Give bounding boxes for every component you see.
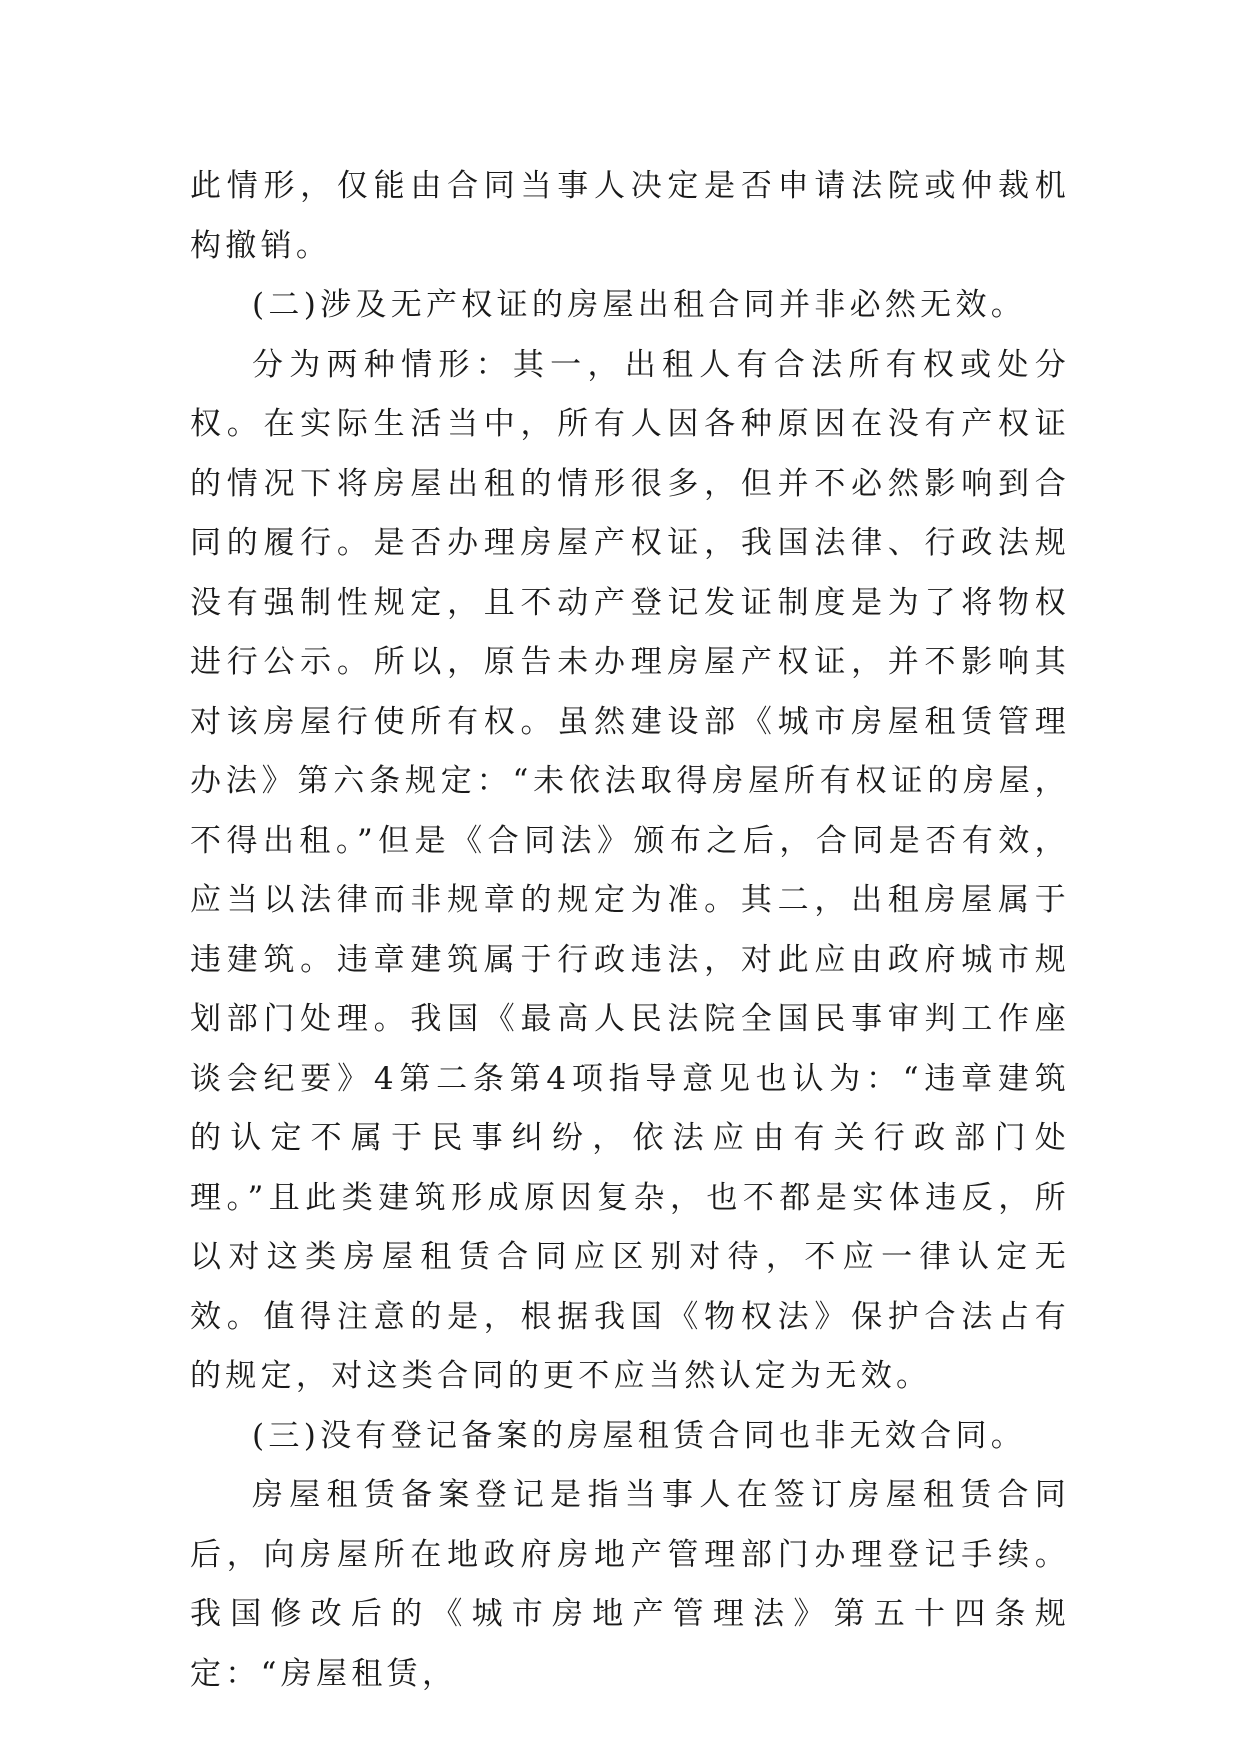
document-body [190, 157, 1070, 1704]
paragraph-two-situations: 分为两种情形：其一，出租人有合法所有权或处分权。在实际生活当中，所有人因各种原因在没有产权证的情况下将房屋出租的情形很多，但并不必然影响到合同的履行。是否办理房屋产权证，我国法律、行政法规没有强制性规定，且不动产登记发证制度是为了将物权进行公示。所以，原告未办理房屋产权证，并不影响其对该房屋行使所有权。虽然建设部《城市房屋租赁管理办法》第六条规定：“未依法取得房屋所有权证的房屋，不得出租。”但是《合同法》颁布之后，合同是否有效，应当以法律而非规章的规定为准。其二，出租房屋属于违建筑。违章建筑属于行政违法，对此应由政府城市规划部门处理。我国《最高人民法院全国民事审判工作座谈会纪要》4第二条第4项指导意见也认为：“违章建筑的认定不属于民事纠纷，依法应由有关行政部门处理。”且此类建筑形成原因复杂，也不都是实体违反，所以对这类房屋租赁合同应区别对待，不应一律认定无效。值得注意的是，根据我国《物权法》保护合法占有的规定，对这类合同的更不应当然认定为无效。 [190, 346, 1070, 1394]
paragraph-continuation: 此情形，仅能由合同当事人决定是否申请法院或仲裁机构撤销。 [190, 168, 1070, 264]
paragraph-registration: 房屋租赁备案登记是指当事人在签订房屋租赁合同后，向房屋所在地政府房地产管理部门办理登记手续。我国修改后的《城市房地产管理法》第五十四条规定：“房屋租赁， [190, 1477, 1070, 1692]
section-heading-2: (二)涉及无产权证的房屋出租合同并非必然无效。 [252, 287, 1027, 323]
section-heading-3: (三)没有登记备案的房屋租赁合同也非无效合同。 [252, 1417, 1027, 1454]
